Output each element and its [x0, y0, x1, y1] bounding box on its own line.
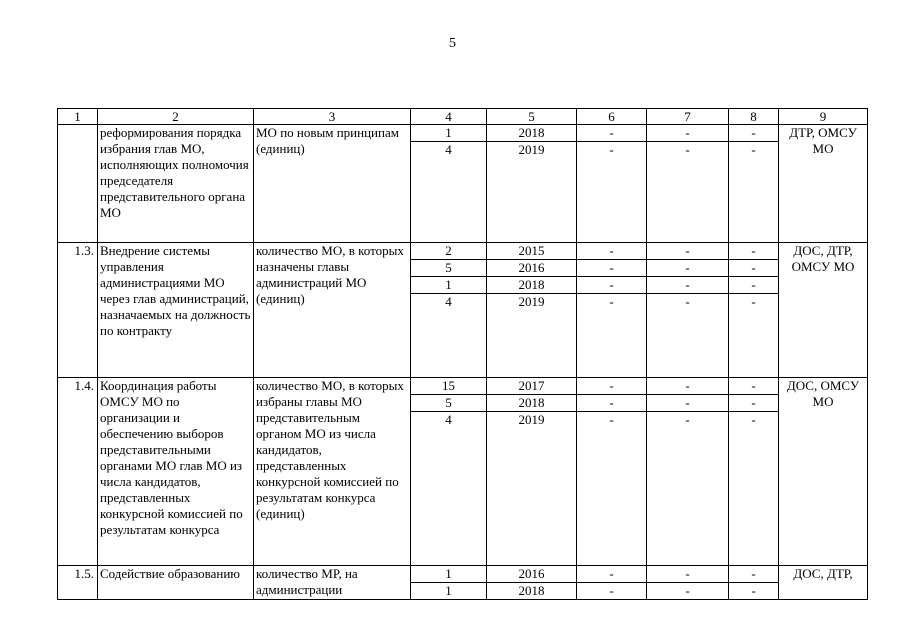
- col7-cell: -: [647, 566, 729, 583]
- indicator-value: 1: [411, 566, 487, 583]
- col6-cell: -: [577, 583, 647, 600]
- item-number: 1.3.: [58, 243, 98, 378]
- year-cell: 2018: [487, 125, 577, 142]
- col6-cell: -: [577, 260, 647, 277]
- col7-cell: -: [647, 378, 729, 395]
- table-row: [58, 125, 868, 142]
- activity-text: Координация работы ОМСУ МО по организации и обеспечению выборов представительными органами МО глав МО из числа кандидатов, представленных конкурсной комиссией по результатам конкурса: [98, 378, 254, 566]
- col8-cell: -: [729, 566, 779, 583]
- year-cell: 2015: [487, 243, 577, 260]
- col6-cell: -: [577, 294, 647, 378]
- indicator-text: количество МО, в которых избраны главы МО представительным органом МО из числа кандидатов, представленных конкурсной комиссией по результатам конкурса (единиц): [254, 378, 411, 566]
- col6-cell: -: [577, 277, 647, 294]
- responsible-text: ДОС, ДТР, ОМСУ МО: [779, 243, 868, 378]
- col6-cell: -: [577, 395, 647, 412]
- col7-cell: -: [647, 412, 729, 566]
- col6-cell: -: [577, 125, 647, 142]
- column-number: 3: [254, 109, 411, 125]
- indicator-text: МО по новым принципам (единиц): [254, 125, 411, 243]
- responsible-text: ДОС, ОМСУ МО: [779, 378, 868, 566]
- col7-cell: -: [647, 395, 729, 412]
- col8-cell: -: [729, 243, 779, 260]
- col6-cell: -: [577, 412, 647, 566]
- activity-text: Внедрение системы управления администрациями МО через глав администраций, назначаемых на должность по контракту: [98, 243, 254, 378]
- col7-cell: -: [647, 125, 729, 142]
- item-number: [58, 125, 98, 243]
- indicator-value: 4: [411, 412, 487, 566]
- indicator-value: 5: [411, 260, 487, 277]
- responsible-text: ДОС, ДТР,: [779, 566, 868, 600]
- column-number: 8: [729, 109, 779, 125]
- activity-text: реформирования порядка избрания глав МО, исполняющих полномочия председателя представительного органа МО: [98, 125, 254, 243]
- col8-cell: -: [729, 583, 779, 600]
- year-cell: 2016: [487, 260, 577, 277]
- year-cell: 2018: [487, 583, 577, 600]
- activity-text: Содействие образованию: [98, 566, 254, 600]
- item-number: 1.5.: [58, 566, 98, 600]
- indicator-value: 15: [411, 378, 487, 395]
- col8-cell: -: [729, 277, 779, 294]
- column-numbers-row: [58, 109, 868, 125]
- column-number: 5: [487, 109, 577, 125]
- col6-cell: -: [577, 243, 647, 260]
- column-number: 9: [779, 109, 868, 125]
- year-cell: 2018: [487, 395, 577, 412]
- col7-cell: -: [647, 583, 729, 600]
- column-number: 7: [647, 109, 729, 125]
- col6-cell: -: [577, 142, 647, 243]
- indicator-value: 1: [411, 583, 487, 600]
- col8-cell: -: [729, 142, 779, 243]
- responsible-text: ДТР, ОМСУ МО: [779, 125, 868, 243]
- indicator-value: 1: [411, 125, 487, 142]
- year-cell: 2019: [487, 412, 577, 566]
- indicator-value: 4: [411, 294, 487, 378]
- col8-cell: -: [729, 260, 779, 277]
- year-cell: 2019: [487, 142, 577, 243]
- col7-cell: -: [647, 243, 729, 260]
- table-row: [58, 566, 868, 583]
- indicator-value: 5: [411, 395, 487, 412]
- indicator-text: количество МР, на администрации: [254, 566, 411, 600]
- col6-cell: -: [577, 566, 647, 583]
- plan-table: [57, 108, 868, 600]
- year-cell: 2017: [487, 378, 577, 395]
- col8-cell: -: [729, 125, 779, 142]
- col6-cell: -: [577, 378, 647, 395]
- column-number: 2: [98, 109, 254, 125]
- indicator-value: 4: [411, 142, 487, 243]
- col7-cell: -: [647, 294, 729, 378]
- table-row: [58, 243, 868, 260]
- indicator-text: количество МО, в которых назначены главы администраций МО (единиц): [254, 243, 411, 378]
- year-cell: 2018: [487, 277, 577, 294]
- year-cell: 2019: [487, 294, 577, 378]
- col8-cell: -: [729, 378, 779, 395]
- col8-cell: -: [729, 412, 779, 566]
- indicator-value: 1: [411, 277, 487, 294]
- col7-cell: -: [647, 260, 729, 277]
- page-number: 5: [449, 36, 456, 51]
- column-number: 4: [411, 109, 487, 125]
- col8-cell: -: [729, 395, 779, 412]
- table-row: [58, 378, 868, 395]
- column-number: 6: [577, 109, 647, 125]
- indicator-value: 2: [411, 243, 487, 260]
- column-number: 1: [58, 109, 98, 125]
- col8-cell: -: [729, 294, 779, 378]
- col7-cell: -: [647, 142, 729, 243]
- col7-cell: -: [647, 277, 729, 294]
- item-number: 1.4.: [58, 378, 98, 566]
- year-cell: 2016: [487, 566, 577, 583]
